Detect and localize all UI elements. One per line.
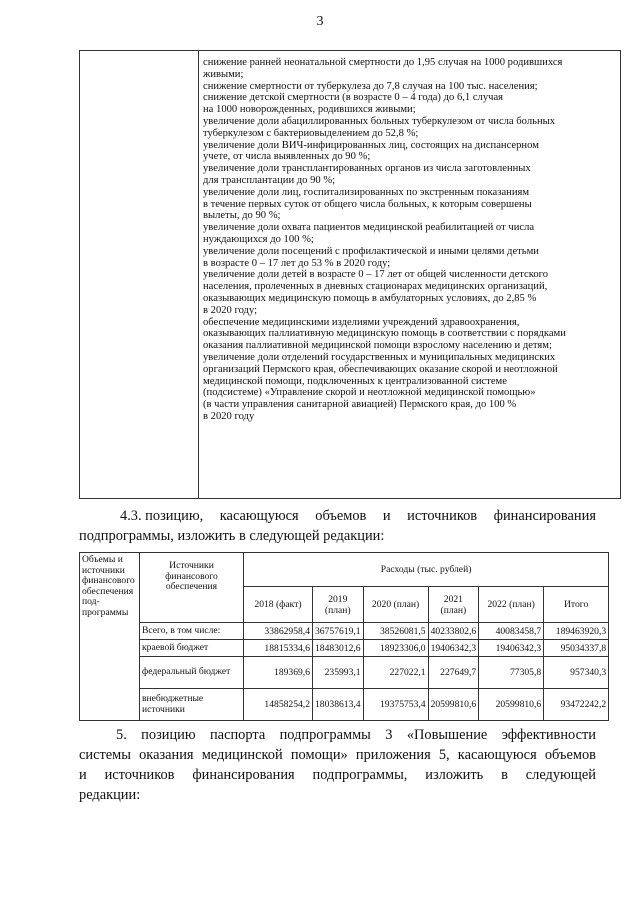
indicator-line: вылеты, до 90 %; [203, 210, 281, 222]
indicator-line: снижение ранней неонатальной смертности до 1,95 случая на 1000 родившихся [203, 57, 563, 68]
word: касающуюся [457, 747, 537, 763]
year-header: 2022 (план) [479, 587, 544, 623]
word: и [382, 508, 391, 524]
cell: 18483012,6 [313, 640, 364, 657]
row-label: Всего, в том числе: [140, 623, 244, 640]
indicator-line: увеличение доли детей в возрасте 0 – 17 лет от общей численности детского [203, 269, 549, 281]
word: оказания [139, 747, 194, 763]
cell: 18815334,6 [244, 640, 313, 657]
indicator-line: снижение детской смертности (в возрасте 0 – 4 года) до 6,1 случая [203, 92, 504, 104]
word: помощи» [290, 747, 348, 763]
para-4-3-line1 [120, 507, 596, 526]
indicator-line: нуждающихся до 100 %; [203, 233, 314, 245]
indicator-line: обеспечение медицинскими изделиями учреждений здравоохранения, [203, 316, 520, 328]
table-row [80, 689, 609, 721]
word: объемов [315, 508, 367, 524]
para-5-line1 [116, 726, 596, 745]
word: источников [407, 508, 478, 524]
para-5-line3 [79, 766, 596, 785]
cell: 20599810,6 [428, 689, 479, 721]
year-header: 2021 (план) [428, 587, 479, 623]
cell: 19375753,4 [363, 689, 428, 721]
word: 3 [385, 727, 393, 743]
para-4-3-line2: подпрограммы, изложить в следующей редакции: [79, 528, 385, 544]
sources-header: Источники финансового обеспечения [140, 553, 244, 623]
indicators-table [79, 50, 621, 499]
indicator-line: населения, пролеченных в дневных стационарах медицинских организаций, [203, 281, 548, 293]
indicator-line: оказания паллиативной медицинской помощи взрослому населению и детям; [203, 340, 552, 352]
year-header: 2019 (план) [313, 587, 364, 623]
cell: 40083458,7 [479, 623, 544, 640]
word: эффективности [501, 727, 596, 743]
para-5-line2 [79, 746, 596, 765]
cell: 19406342,3 [479, 640, 544, 657]
row-label: краевой бюджет [140, 640, 244, 657]
word: изложить [425, 767, 484, 783]
cell: 189463920,3 [544, 623, 609, 640]
indicator-line: оказывающих медицинскую помощь в амбулаторных условиях, до 2,85 % [203, 292, 537, 304]
cell: 14858254,2 [244, 689, 313, 721]
row-label: внебюджетные источники [140, 689, 244, 721]
cell: 235993,1 [313, 657, 364, 689]
cell: 957340,3 [544, 657, 609, 689]
indicator-line: в 2020 году [203, 410, 255, 422]
para-5-line4: редакции: [79, 787, 141, 803]
year-header: 2020 (план) [363, 587, 428, 623]
cell: 33862958,4 [244, 623, 313, 640]
year-header: 2018 (факт) [244, 587, 313, 623]
word: и [79, 767, 87, 783]
cell: 36757619,1 [313, 623, 364, 640]
indicator-line: снижение смертности от туберкулеза до 7,8 случая на 100 тыс. населения; [203, 80, 538, 92]
word: касающуюся [219, 508, 299, 524]
word: подпрограммы [279, 727, 371, 743]
indicator-line: в 2020 году; [203, 304, 258, 316]
indicator-line: туберкулезом с бактериовыделением до 52,8 %; [203, 127, 419, 139]
indicator-line: (в части управления санитарной авиацией) Пермского края, до 100 % [203, 399, 517, 411]
indicator-line: оказывающих паллиативную медицинскую помощь в соответствии с порядками [203, 328, 566, 340]
indicator-line: в течение первых суток от общего числа больных, к которым совершены [203, 198, 532, 210]
year-header: Итого [544, 587, 609, 623]
indicator-line: учете, от числа выявленных до 90 %; [203, 151, 371, 163]
indicator-line: увеличение доли охвата пациентов медицинской реабилитацией от числа [203, 222, 535, 234]
word: источников [104, 767, 175, 783]
cell: 20599810,6 [479, 689, 544, 721]
cell: 227022,1 [363, 657, 428, 689]
cell: 38526081,5 [363, 623, 428, 640]
table-row [80, 640, 609, 657]
finance-col0-header: Объемы и источники финансового обеспечения под-программы [80, 553, 140, 721]
word: системы [79, 747, 131, 763]
word: приложения [355, 747, 431, 763]
expenses-header: Расходы (тыс. рублей) [244, 553, 609, 587]
word: финансирования [192, 767, 295, 783]
word: подпрограммы, [312, 767, 408, 783]
page-number: 3 [316, 14, 324, 29]
word: позицию [141, 727, 196, 743]
indicator-line: организаций Пермского края, обеспечивающих оказание скорой и неотложной [203, 363, 558, 375]
cell: 18038613,4 [313, 689, 364, 721]
word: в [501, 767, 508, 783]
indicators-text [203, 57, 614, 423]
word: 5. [116, 727, 127, 743]
row-label: федеральный бюджет [140, 657, 244, 689]
indicators-left-cell [80, 51, 199, 498]
word: объемов [544, 747, 596, 763]
cell: 93472242,2 [544, 689, 609, 721]
indicator-line: живыми; [203, 68, 244, 80]
word: «Повышение [406, 727, 488, 743]
cell: 95034337,8 [544, 640, 609, 657]
indicator-line: в возрасте 0 – 17 лет до 53 % в 2020 году; [203, 257, 391, 269]
cell: 18923306,0 [363, 640, 428, 657]
word: паспорта [209, 727, 266, 743]
word: 4.3. позицию, [120, 508, 204, 524]
word: 5, [438, 747, 450, 763]
cell: 189369,6 [244, 657, 313, 689]
indicator-line: увеличение доли отделений государственных и муниципальных медицинских [203, 351, 556, 363]
indicator-line: на 1000 новорожденных, родившихся живыми; [203, 104, 416, 116]
indicator-line: увеличение доли ВИЧ-инфицированных лиц, состоящих на диспансерном [203, 139, 539, 151]
indicator-line: увеличение доли посещений с профилактической и иными целями детьми [203, 245, 539, 257]
indicator-line: увеличение доли абациллированных больных туберкулезом от числа больных [203, 115, 556, 127]
cell: 227649,7 [428, 657, 479, 689]
word: следующей [525, 767, 596, 783]
indicator-line: для трансплантации до 90 %; [203, 174, 336, 186]
table-row [80, 623, 609, 640]
table-row [80, 657, 609, 689]
cell: 77305,8 [479, 657, 544, 689]
indicator-line: увеличение доли трансплантированных органов из числа заготовленных [203, 163, 531, 175]
finance-table [79, 552, 609, 721]
cell: 40233802,6 [428, 623, 479, 640]
indicator-line: увеличение доли лиц, госпитализированных по экстренным показаниям [203, 186, 530, 198]
cell: 19406342,3 [428, 640, 479, 657]
indicator-line: (подсистеме) «Управление скорой и неотложной медицинской помощью» [203, 387, 536, 399]
indicator-line: медицинской помощи, подключенных к централизованной системе [203, 375, 507, 387]
word: финансирования [493, 508, 596, 524]
word: медицинской [201, 747, 283, 763]
